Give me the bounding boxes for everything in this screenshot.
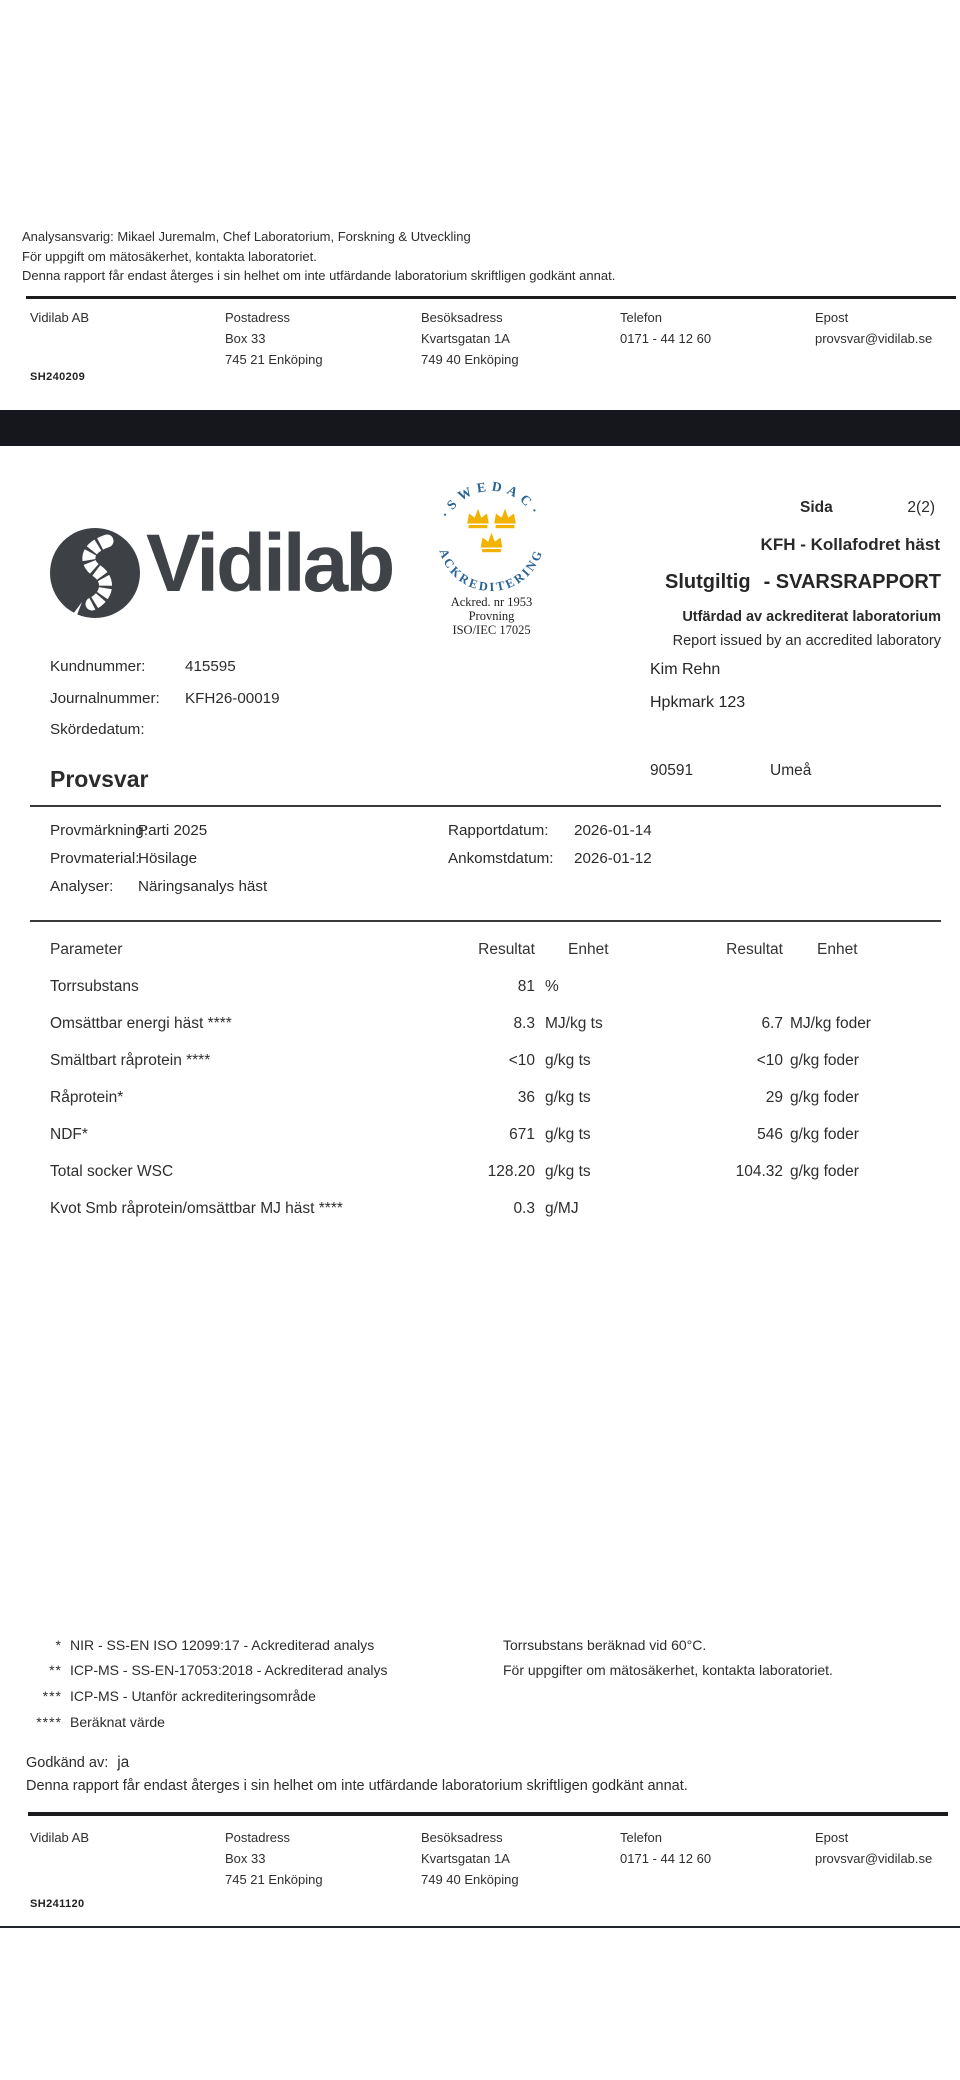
approved-value: ja — [117, 1754, 130, 1771]
header-resultat-foder: Resultat — [726, 940, 783, 958]
svg-text:ACKREDITERING — [436, 547, 545, 594]
unit-foder-cell: g/kg foder — [790, 1162, 859, 1180]
status-suffix: - SVARSRAPPORT — [763, 571, 941, 593]
footer-col-label: Telefon — [620, 1830, 662, 1845]
footer-col-line: 0171 - 44 12 60 — [620, 1851, 712, 1866]
footer-col-line: Kvartsgatan 1A — [421, 331, 510, 346]
footer-col-label: Postadress — [225, 1830, 291, 1845]
footer-col-line: Box 33 — [225, 1851, 266, 1866]
footer-col-line: 0171 - 44 12 60 — [620, 331, 712, 346]
footer-col-line: 745 21 Enköping — [225, 1872, 323, 1887]
ankomstdatum-value: 2026-01-12 — [574, 850, 652, 867]
footnote-row — [18, 1632, 387, 1658]
page-number-value: 2(2) — [907, 499, 935, 516]
footer-col-line: 749 40 Enköping — [421, 352, 519, 367]
footer-col-line: Kvartsgatan 1A — [421, 1851, 510, 1866]
provmaterial-label: Provmaterial: — [50, 850, 140, 867]
doc-code: SH240209 — [30, 371, 86, 383]
footer-col-line: provsvar@vidilab.se — [815, 1851, 933, 1866]
page-number-label: Sida — [800, 499, 833, 516]
swedac-seal — [424, 481, 559, 596]
journalnummer-value: KFH26-00019 — [185, 690, 280, 707]
analyser-label: Analyser: — [50, 878, 114, 895]
footer-col-label: Epost — [815, 310, 849, 325]
footer-company-name: Vidilab AB — [30, 1830, 90, 1845]
footnote-text: NIR - SS-EN ISO 12099:17 - Ackrediterad analys — [70, 1636, 375, 1653]
bottom-disclaimer: Denna rapport får endast återges i sin helhet om inte utfärdande laboratorium skriftligen godkänt annat. — [26, 1778, 688, 1794]
footer-company — [30, 307, 89, 328]
header-parameter: Parameter — [50, 940, 123, 958]
table-row — [50, 1190, 940, 1227]
provmarkning-label: Provmärkning: — [50, 822, 148, 839]
unit-foder-cell: g/kg foder — [790, 1125, 859, 1143]
table-row — [50, 1116, 940, 1153]
unit-foder-cell: MJ/kg foder — [790, 1014, 871, 1032]
unit-foder-cell: g/kg foder — [790, 1088, 859, 1106]
disclaimer-line: Denna rapport får endast återges i sin helhet om inte utfärdande laboratorium skriftligen godkänt annat. — [22, 268, 616, 283]
header-enhet-foder: Enhet — [817, 940, 858, 958]
unit-ts-cell: g/MJ — [545, 1199, 579, 1217]
method-notes — [503, 1632, 833, 1683]
parameter-cell: Total socker WSC — [50, 1162, 174, 1180]
result-foder-cell: 6.7 — [761, 1014, 783, 1032]
seal-iso-standard: ISO/IEC 17025 — [452, 623, 531, 637]
result-ts-cell: 36 — [517, 1088, 535, 1106]
disclaimer-line: För uppgift om mätosäkerhet, kontakta laboratoriet. — [22, 248, 317, 264]
unit-ts-cell: g/kg ts — [545, 1088, 591, 1106]
footer-col-postadress — [225, 307, 323, 370]
page1-disclaimer — [22, 227, 615, 286]
footer-col-line: 745 21 Enköping — [225, 352, 323, 367]
footnote-stars: *** — [42, 1687, 62, 1704]
seal-caption — [409, 595, 574, 637]
parameter-cell: Torrsubstans — [50, 977, 139, 995]
footnotes — [18, 1632, 387, 1734]
approved-row — [26, 1750, 129, 1776]
result-foder-cell: 104.32 — [735, 1162, 783, 1180]
vidilab-logo-text: Vidilab — [146, 518, 393, 609]
footer-col-epost — [815, 1827, 932, 1869]
table-row — [50, 1005, 940, 1042]
seal-provning: Provning — [468, 609, 515, 623]
analyser-value: Näringsanalys häst — [138, 878, 268, 895]
provmarkning-value: Parti 2025 — [138, 822, 208, 839]
result-ts-cell: 0.3 — [513, 1199, 535, 1217]
footer-col-label: Postadress — [225, 310, 291, 325]
provmaterial-value: Hösilage — [138, 850, 198, 867]
parameter-cell: Råprotein* — [50, 1088, 124, 1106]
result-ts-cell: <10 — [508, 1051, 535, 1069]
table-row — [50, 1042, 940, 1079]
recipient-city: Umeå — [770, 762, 812, 779]
header-resultat-ts: Resultat — [478, 940, 535, 958]
footer-col-postadress — [225, 1827, 323, 1890]
separator-line — [30, 920, 941, 922]
parameter-cell: Kvot Smb råprotein/omsättbar MJ häst **** — [50, 1199, 343, 1217]
result-foder-cell: 29 — [765, 1088, 783, 1106]
footer-col-label: Besöksadress — [421, 310, 503, 325]
disclaimer-line: Analysansvarig: Mikael Juremalm, Chef Laboratorium, Forskning & Utveckling — [22, 229, 471, 244]
unit-foder-cell: g/kg foder — [790, 1051, 859, 1069]
footnote-stars: ** — [49, 1662, 62, 1679]
footnote-row — [18, 1709, 387, 1735]
result-ts-cell: 81 — [517, 977, 535, 995]
footnote-stars: **** — [36, 1713, 62, 1730]
page-bottom-edge — [0, 1926, 960, 1928]
unit-ts-cell: g/kg ts — [545, 1162, 591, 1180]
worm-icon — [50, 528, 140, 618]
unit-ts-cell: g/kg ts — [545, 1051, 591, 1069]
parameter-cell: NDF* — [50, 1125, 88, 1143]
footer-col-telefon — [620, 1827, 711, 1869]
kundnummer-label: Kundnummer: — [50, 658, 146, 675]
table-row — [50, 1079, 940, 1116]
footnote-text: Beräknat värde — [70, 1713, 165, 1730]
footer-col-besoksadress — [421, 1827, 519, 1890]
skordedatum-label: Skördedatum: — [50, 721, 145, 738]
footer-col-besoksadress — [421, 307, 519, 370]
journalnummer-label: Journalnummer: — [50, 690, 160, 707]
recipient-zip: 90591 — [650, 762, 694, 779]
unit-ts-cell: g/kg ts — [545, 1125, 591, 1143]
unit-ts-cell: MJ/kg ts — [545, 1014, 603, 1032]
footer-col-line: Box 33 — [225, 331, 266, 346]
accredited-note-sv: Utfärdad av ackrediterat laboratorium — [682, 609, 941, 625]
recipient-street: Hpkmark 123 — [650, 694, 746, 711]
page-gap-bar — [0, 410, 960, 446]
unit-ts-cell: % — [545, 977, 559, 995]
header-enhet-ts: Enhet — [568, 940, 609, 958]
footer-col-label: Besöksadress — [421, 1830, 503, 1845]
seal-accreditation-number: Ackred. nr 1953 — [450, 595, 533, 609]
footer-col-line: 749 40 Enköping — [421, 1872, 519, 1887]
table-row — [50, 1153, 940, 1190]
ankomstdatum-label: Ankomstdatum: — [448, 850, 554, 867]
separator-line — [28, 1812, 948, 1816]
footer-col-epost — [815, 307, 932, 349]
footnote-row — [18, 1683, 387, 1709]
parameter-cell: Smältbart råprotein **** — [50, 1051, 211, 1069]
footnote-text: ICP-MS - SS-EN-17053:2018 - Ackrediterad analys — [70, 1662, 388, 1679]
accredited-note-en: Report issued by an accredited laboratory — [672, 633, 941, 649]
doc-code: SH241120 — [30, 1898, 85, 1910]
footnote-text: ICP-MS - Utanför ackrediteringsområde — [70, 1687, 316, 1704]
separator-line — [30, 805, 941, 807]
seal-ring-bottom-text: ACKREDITERING — [436, 546, 546, 595]
footer-col-line: provsvar@vidilab.se — [815, 331, 933, 346]
svg-text:·SWEDAC· — [437, 481, 544, 520]
section-title: Provsvar — [50, 766, 149, 792]
result-foder-cell: 546 — [757, 1125, 783, 1143]
footnote-stars: * — [55, 1636, 62, 1653]
recipient-name: Kim Rehn — [650, 661, 721, 678]
separator-line — [26, 296, 956, 299]
approved-label: Godkänd av: — [26, 1755, 109, 1771]
results-table — [50, 931, 940, 1227]
report-status — [665, 571, 941, 594]
note-line: Torrsubstans beräknad vid 60°C. — [503, 1636, 707, 1653]
report-type: KFH - Kollafodret häst — [760, 535, 940, 554]
table-header-row — [50, 931, 940, 968]
result-ts-cell: 671 — [509, 1125, 535, 1143]
footer-company-name: Vidilab AB — [30, 310, 90, 325]
footer-col-label: Epost — [815, 1830, 849, 1845]
crown-icon — [481, 533, 503, 552]
parameter-cell: Omsättbar energi häst **** — [50, 1014, 232, 1032]
result-ts-cell: 128.20 — [487, 1162, 535, 1180]
footer-col-telefon — [620, 307, 711, 349]
result-ts-cell: 8.3 — [513, 1014, 535, 1032]
result-foder-cell: <10 — [756, 1051, 783, 1069]
footnote-row — [18, 1658, 387, 1684]
rapportdatum-label: Rapportdatum: — [448, 822, 549, 839]
crown-icon — [494, 509, 516, 528]
seal-ring-top-text: ·SWEDAC· — [437, 481, 545, 521]
table-row — [50, 968, 940, 1005]
crown-icon — [467, 509, 489, 528]
footer-col-label: Telefon — [620, 310, 662, 325]
status-value: Slutgiltig — [665, 571, 751, 593]
rapportdatum-value: 2026-01-14 — [574, 822, 652, 839]
kundnummer-value: 415595 — [185, 658, 236, 675]
note-line: För uppgifter om mätosäkerhet, kontakta laboratoriet. — [503, 1662, 833, 1679]
footer-company — [30, 1827, 89, 1848]
vidilab-logo-icon — [50, 528, 140, 618]
